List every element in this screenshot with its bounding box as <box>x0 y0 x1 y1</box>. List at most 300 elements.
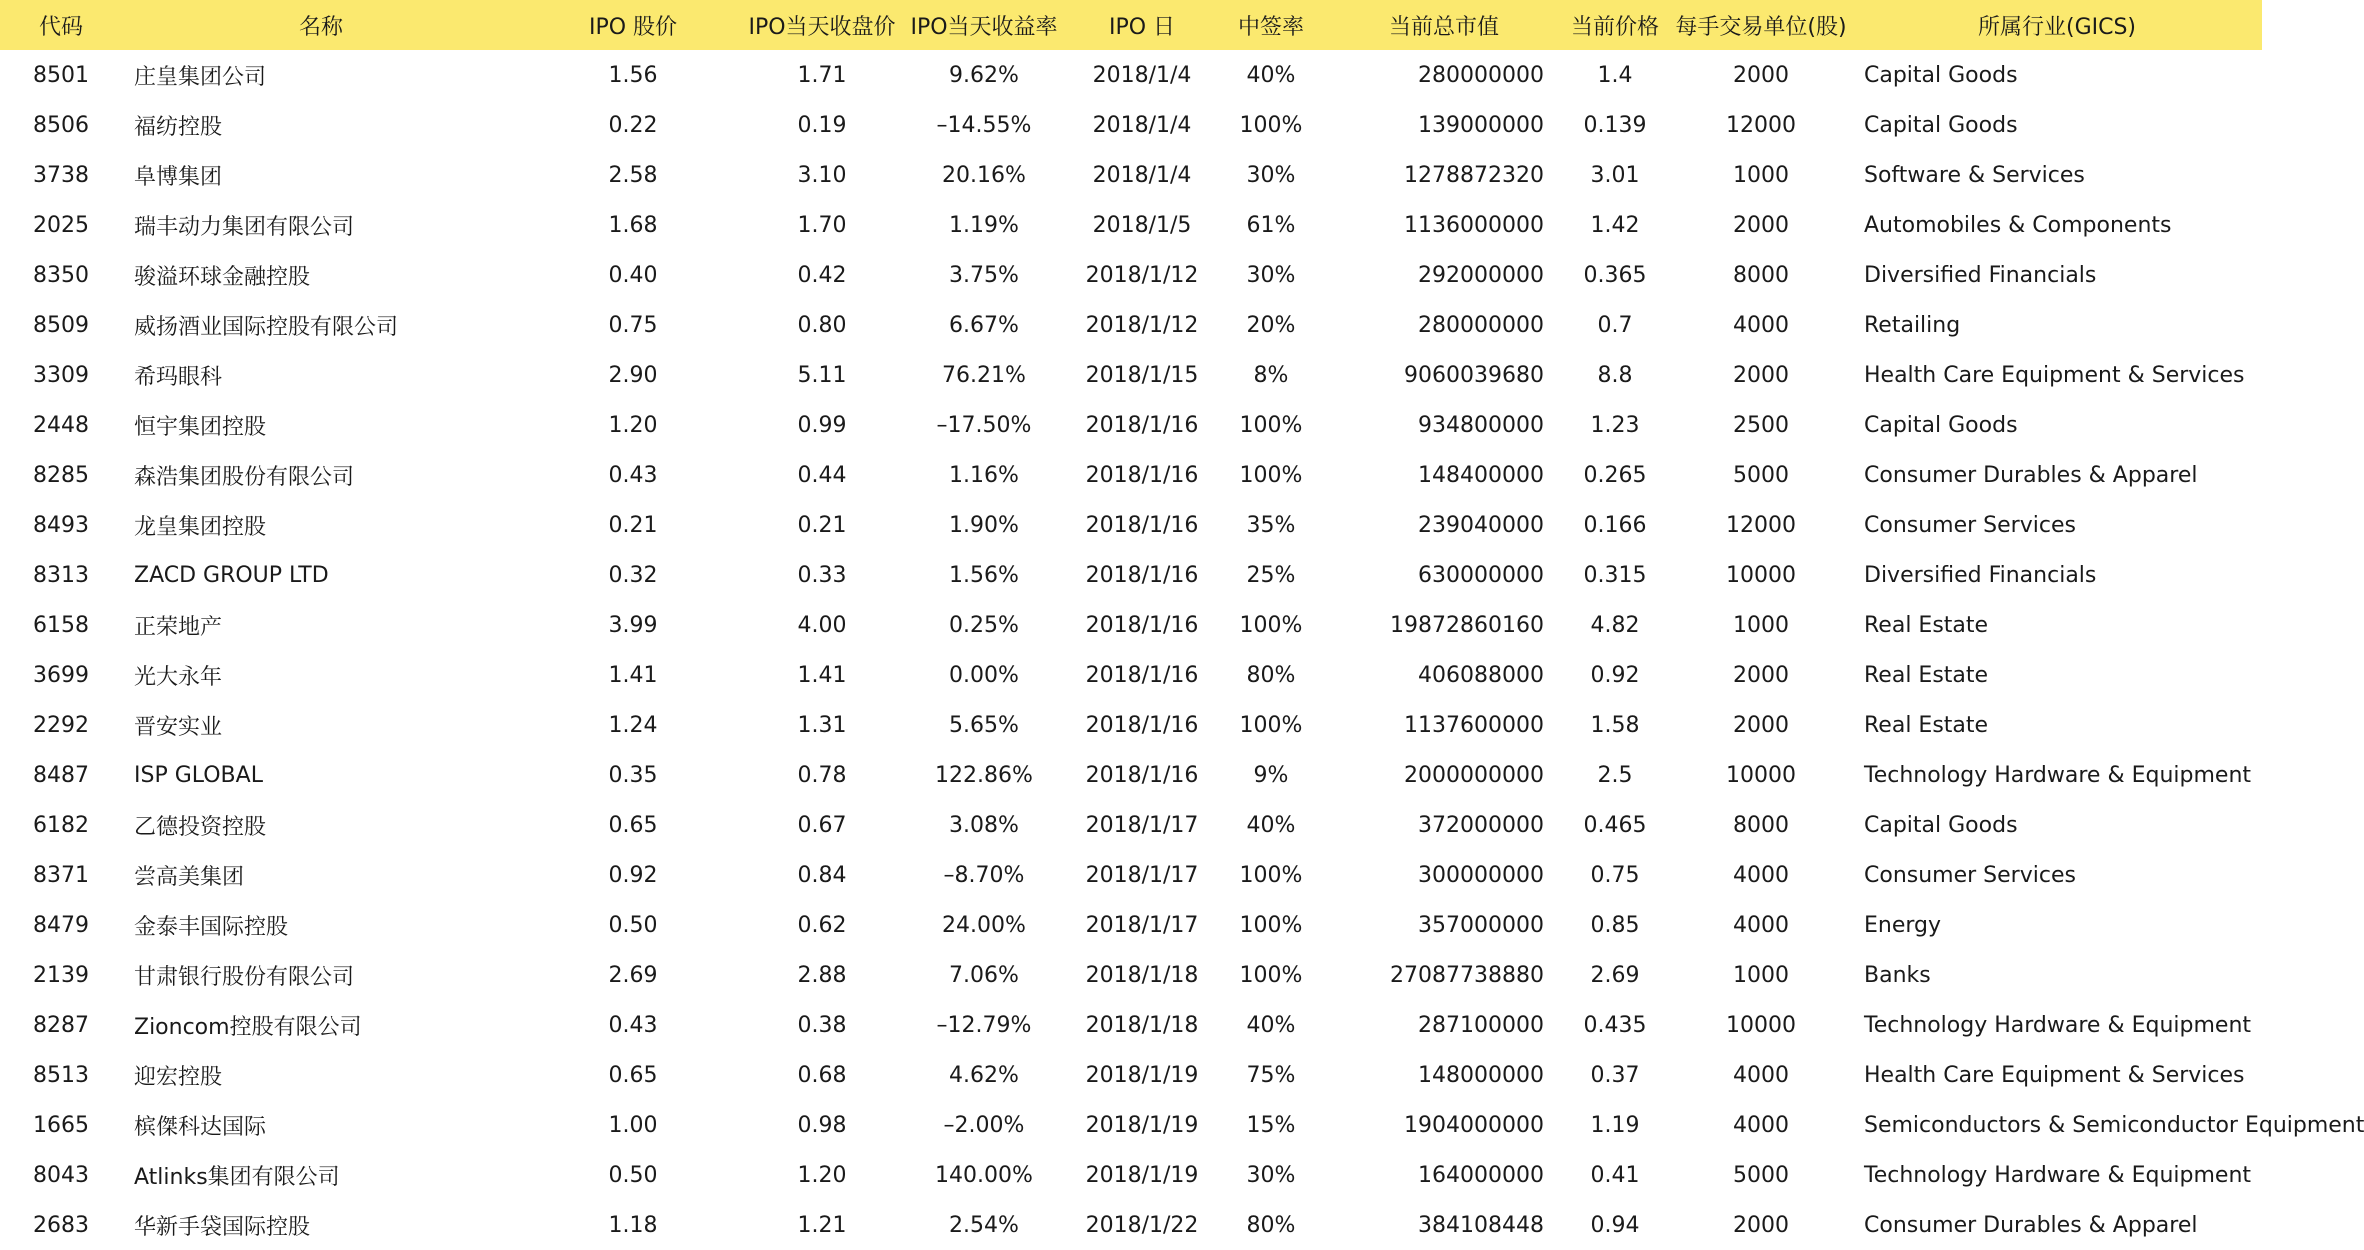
cell-ipo-date[interactable]: 2018/1/19 <box>1085 1062 1199 1088</box>
cell-code[interactable]: 8479 <box>33 912 89 938</box>
cell-code[interactable]: 8287 <box>33 1012 89 1038</box>
cell-allot-rate[interactable]: 61% <box>1246 212 1296 238</box>
cell-ipo-price[interactable]: 2.90 <box>608 362 658 388</box>
table-row[interactable] <box>0 550 2262 600</box>
cell-current-price[interactable]: 0.7 <box>1597 312 1633 338</box>
cell-lot-size[interactable]: 2000 <box>1733 62 1789 88</box>
cell-code[interactable]: 8313 <box>33 562 89 588</box>
cell-first-return[interactable]: 3.75% <box>949 262 1019 288</box>
cell-allot-rate[interactable]: 40% <box>1246 812 1296 838</box>
cell-name[interactable]: 威扬酒业国际控股有限公司 <box>134 314 399 340</box>
cell-allot-rate[interactable]: 75% <box>1246 1062 1296 1088</box>
cell-industry[interactable]: Consumer Services <box>1864 512 2076 538</box>
cell-ipo-date[interactable]: 2018/1/17 <box>1085 812 1199 838</box>
cell-lot-size[interactable]: 4000 <box>1733 1062 1789 1088</box>
table-row[interactable] <box>0 150 2262 200</box>
header-code[interactable]: 代码 <box>38 14 83 40</box>
cell-ipo-date[interactable]: 2018/1/18 <box>1085 962 1199 988</box>
cell-first-return[interactable]: –12.79% <box>936 1012 1032 1038</box>
table-row[interactable] <box>0 500 2262 550</box>
cell-allot-rate[interactable]: 80% <box>1246 662 1296 688</box>
cell-lot-size[interactable]: 2000 <box>1733 212 1789 238</box>
cell-market-cap[interactable]: 1136000000 <box>1404 212 1544 238</box>
cell-name[interactable]: 阜博集团 <box>134 164 223 190</box>
table-row[interactable] <box>0 900 2262 950</box>
cell-current-price[interactable]: 8.8 <box>1597 362 1633 388</box>
cell-first-return[interactable]: 4.62% <box>949 1062 1019 1088</box>
cell-first-return[interactable]: 6.67% <box>949 312 1019 338</box>
cell-current-price[interactable]: 0.75 <box>1590 862 1640 888</box>
cell-lot-size[interactable]: 5000 <box>1733 1162 1789 1188</box>
cell-lot-size[interactable]: 2000 <box>1733 1212 1789 1238</box>
cell-ipo-date[interactable]: 2018/1/16 <box>1085 462 1199 488</box>
cell-market-cap[interactable]: 372000000 <box>1418 812 1544 838</box>
cell-code[interactable]: 3309 <box>33 362 89 388</box>
cell-allot-rate[interactable]: 25% <box>1246 562 1296 588</box>
header-allot-rate[interactable]: 中签率 <box>1237 14 1304 40</box>
cell-ipo-price[interactable]: 1.00 <box>608 1112 658 1138</box>
cell-first-close[interactable]: 0.42 <box>797 262 847 288</box>
cell-ipo-price[interactable]: 0.40 <box>608 262 658 288</box>
cell-allot-rate[interactable]: 100% <box>1239 412 1303 438</box>
cell-ipo-date[interactable]: 2018/1/12 <box>1085 262 1199 288</box>
cell-first-return[interactable]: –8.70% <box>943 862 1025 888</box>
cell-first-close[interactable]: 3.10 <box>797 162 847 188</box>
cell-industry[interactable]: Technology Hardware & Equipment <box>1864 1162 2252 1188</box>
cell-allot-rate[interactable]: 100% <box>1239 112 1303 138</box>
cell-first-return[interactable]: 5.65% <box>949 712 1019 738</box>
cell-industry[interactable]: Semiconductors & Semiconductor Equipment <box>1864 1112 2364 1138</box>
cell-name[interactable]: 希玛眼科 <box>134 364 223 390</box>
cell-market-cap[interactable]: 300000000 <box>1418 862 1544 888</box>
cell-ipo-date[interactable]: 2018/1/17 <box>1085 862 1199 888</box>
cell-industry[interactable]: Diversified Financials <box>1864 262 2097 288</box>
cell-allot-rate[interactable]: 80% <box>1246 1212 1296 1238</box>
table-row[interactable] <box>0 50 2262 100</box>
cell-first-return[interactable]: 1.19% <box>949 212 1019 238</box>
cell-market-cap[interactable]: 934800000 <box>1418 412 1544 438</box>
cell-industry[interactable]: Real Estate <box>1864 712 1989 738</box>
table-row[interactable] <box>0 650 2262 700</box>
cell-ipo-price[interactable]: 3.99 <box>608 612 658 638</box>
cell-current-price[interactable]: 2.69 <box>1590 962 1640 988</box>
cell-ipo-price[interactable]: 0.43 <box>608 462 658 488</box>
cell-current-price[interactable]: 0.92 <box>1590 662 1640 688</box>
cell-code[interactable]: 8043 <box>33 1162 89 1188</box>
cell-industry[interactable]: Software & Services <box>1864 162 2085 188</box>
cell-allot-rate[interactable]: 40% <box>1246 62 1296 88</box>
cell-first-close[interactable]: 2.88 <box>797 962 847 988</box>
cell-industry[interactable]: Real Estate <box>1864 662 1989 688</box>
cell-allot-rate[interactable]: 8% <box>1253 362 1289 388</box>
cell-ipo-date[interactable]: 2018/1/5 <box>1092 212 1192 238</box>
cell-ipo-price[interactable]: 0.65 <box>608 1062 658 1088</box>
cell-industry[interactable]: Energy <box>1864 912 1942 938</box>
cell-current-price[interactable]: 0.139 <box>1583 112 1647 138</box>
cell-market-cap[interactable]: 280000000 <box>1418 62 1544 88</box>
cell-first-return[interactable]: 0.00% <box>949 662 1019 688</box>
table-row[interactable] <box>0 1200 2262 1250</box>
cell-ipo-price[interactable]: 2.58 <box>608 162 658 188</box>
cell-industry[interactable]: Consumer Durables & Apparel <box>1864 462 2198 488</box>
cell-current-price[interactable]: 0.37 <box>1590 1062 1640 1088</box>
header-ipo-date[interactable]: IPO 日 <box>1108 14 1176 40</box>
cell-name[interactable]: 森浩集团股份有限公司 <box>134 464 355 490</box>
cell-first-close[interactable]: 0.80 <box>797 312 847 338</box>
cell-allot-rate[interactable]: 30% <box>1246 262 1296 288</box>
cell-lot-size[interactable]: 12000 <box>1726 112 1796 138</box>
cell-code[interactable]: 2292 <box>33 712 89 738</box>
cell-first-return[interactable]: 76.21% <box>942 362 1026 388</box>
table-row[interactable] <box>0 1100 2262 1150</box>
cell-ipo-price[interactable]: 0.35 <box>608 762 658 788</box>
cell-first-return[interactable]: 24.00% <box>942 912 1026 938</box>
cell-industry[interactable]: Technology Hardware & Equipment <box>1864 762 2252 788</box>
cell-lot-size[interactable]: 2000 <box>1733 712 1789 738</box>
cell-current-price[interactable]: 4.82 <box>1590 612 1640 638</box>
cell-first-return[interactable]: –14.55% <box>936 112 1032 138</box>
cell-market-cap[interactable]: 164000000 <box>1418 1162 1544 1188</box>
cell-industry[interactable]: Consumer Services <box>1864 862 2076 888</box>
cell-first-close[interactable]: 0.98 <box>797 1112 847 1138</box>
cell-current-price[interactable]: 0.365 <box>1583 262 1647 288</box>
table-row[interactable] <box>0 750 2262 800</box>
cell-allot-rate[interactable]: 100% <box>1239 962 1303 988</box>
cell-ipo-price[interactable]: 1.24 <box>608 712 658 738</box>
cell-industry[interactable]: Technology Hardware & Equipment <box>1864 1012 2252 1038</box>
cell-market-cap[interactable]: 1278872320 <box>1404 162 1544 188</box>
cell-current-price[interactable]: 0.315 <box>1583 562 1647 588</box>
cell-market-cap[interactable]: 19872860160 <box>1390 612 1544 638</box>
cell-ipo-date[interactable]: 2018/1/16 <box>1085 412 1199 438</box>
table-row[interactable] <box>0 850 2262 900</box>
cell-name[interactable]: 光大永年 <box>134 664 223 690</box>
cell-current-price[interactable]: 1.58 <box>1590 712 1640 738</box>
cell-name[interactable]: 骏溢环球金融控股 <box>134 264 311 290</box>
table-body <box>0 50 2364 1250</box>
cell-ipo-date[interactable]: 2018/1/16 <box>1085 612 1199 638</box>
cell-current-price[interactable]: 1.23 <box>1590 412 1640 438</box>
cell-first-return[interactable]: 9.62% <box>949 62 1019 88</box>
cell-market-cap[interactable]: 630000000 <box>1418 562 1544 588</box>
cell-name[interactable]: Atlinks集团有限公司 <box>134 1164 340 1190</box>
cell-first-close[interactable]: 0.67 <box>797 812 847 838</box>
cell-ipo-price[interactable]: 2.69 <box>608 962 658 988</box>
cell-name[interactable]: 龙皇集团控股 <box>134 514 267 540</box>
cell-ipo-date[interactable]: 2018/1/19 <box>1085 1112 1199 1138</box>
cell-first-close[interactable]: 0.62 <box>797 912 847 938</box>
cell-name[interactable]: 正荣地产 <box>134 614 223 640</box>
cell-first-close[interactable]: 4.00 <box>797 612 847 638</box>
cell-code[interactable]: 8350 <box>33 262 89 288</box>
cell-lot-size[interactable]: 1000 <box>1733 962 1789 988</box>
table-row[interactable] <box>0 600 2262 650</box>
cell-name[interactable]: 尝高美集团 <box>134 864 245 890</box>
cell-lot-size[interactable]: 1000 <box>1733 162 1789 188</box>
cell-allot-rate[interactable]: 100% <box>1239 862 1303 888</box>
cell-lot-size[interactable]: 12000 <box>1726 512 1796 538</box>
table-row[interactable] <box>0 1000 2262 1050</box>
cell-code[interactable]: 8501 <box>33 62 89 88</box>
cell-first-return[interactable]: 7.06% <box>949 962 1019 988</box>
cell-lot-size[interactable]: 5000 <box>1733 462 1789 488</box>
cell-ipo-date[interactable]: 2018/1/4 <box>1092 62 1192 88</box>
cell-code[interactable]: 8371 <box>33 862 89 888</box>
table-row[interactable] <box>0 800 2262 850</box>
cell-market-cap[interactable]: 27087738880 <box>1390 962 1544 988</box>
cell-code[interactable]: 2139 <box>33 962 89 988</box>
table-row[interactable] <box>0 200 2262 250</box>
cell-name[interactable]: 迎宏控股 <box>134 1064 223 1090</box>
cell-code[interactable]: 3738 <box>33 162 89 188</box>
cell-ipo-price[interactable]: 1.68 <box>608 212 658 238</box>
table-row[interactable] <box>0 350 2262 400</box>
cell-first-return[interactable]: –2.00% <box>943 1112 1025 1138</box>
cell-code[interactable]: 8509 <box>33 312 89 338</box>
cell-ipo-price[interactable]: 0.22 <box>608 112 658 138</box>
cell-industry[interactable]: Automobiles & Components <box>1864 212 2172 238</box>
cell-ipo-price[interactable]: 0.92 <box>608 862 658 888</box>
cell-ipo-date[interactable]: 2018/1/16 <box>1085 512 1199 538</box>
cell-lot-size[interactable]: 10000 <box>1726 762 1796 788</box>
cell-industry[interactable]: Retailing <box>1864 312 1961 338</box>
table-row[interactable] <box>0 1050 2262 1100</box>
cell-name[interactable]: 甘肃银行股份有限公司 <box>134 964 355 990</box>
cell-ipo-price[interactable]: 0.50 <box>608 912 658 938</box>
cell-lot-size[interactable]: 8000 <box>1733 262 1789 288</box>
cell-first-close[interactable]: 0.78 <box>797 762 847 788</box>
cell-current-price[interactable]: 0.166 <box>1583 512 1647 538</box>
cell-ipo-date[interactable]: 2018/1/22 <box>1085 1212 1199 1238</box>
cell-first-return[interactable]: –17.50% <box>936 412 1032 438</box>
cell-ipo-date[interactable]: 2018/1/16 <box>1085 562 1199 588</box>
cell-market-cap[interactable]: 280000000 <box>1418 312 1544 338</box>
cell-current-price[interactable]: 0.85 <box>1590 912 1640 938</box>
cell-current-price[interactable]: 0.465 <box>1583 812 1647 838</box>
cell-ipo-price[interactable]: 0.21 <box>608 512 658 538</box>
cell-current-price[interactable]: 1.19 <box>1590 1112 1640 1138</box>
cell-first-close[interactable]: 1.41 <box>797 662 847 688</box>
cell-market-cap[interactable]: 239040000 <box>1418 512 1544 538</box>
cell-current-price[interactable]: 0.265 <box>1583 462 1647 488</box>
cell-lot-size[interactable]: 2500 <box>1733 412 1789 438</box>
cell-name[interactable]: 华新手袋国际控股 <box>134 1214 311 1240</box>
cell-name[interactable]: 恒宇集团控股 <box>134 414 267 440</box>
cell-ipo-price[interactable]: 0.75 <box>608 312 658 338</box>
cell-market-cap[interactable]: 139000000 <box>1418 112 1544 138</box>
cell-code[interactable]: 2683 <box>33 1212 89 1238</box>
cell-current-price[interactable]: 2.5 <box>1597 762 1633 788</box>
cell-allot-rate[interactable]: 35% <box>1246 512 1296 538</box>
cell-lot-size[interactable]: 2000 <box>1733 362 1789 388</box>
cell-first-close[interactable]: 1.21 <box>797 1212 847 1238</box>
cell-code[interactable]: 8493 <box>33 512 89 538</box>
cell-lot-size[interactable]: 2000 <box>1733 662 1789 688</box>
cell-market-cap[interactable]: 148400000 <box>1418 462 1544 488</box>
cell-allot-rate[interactable]: 30% <box>1246 1162 1296 1188</box>
cell-first-close[interactable]: 1.71 <box>797 62 847 88</box>
cell-code[interactable]: 1665 <box>33 1112 89 1138</box>
cell-name[interactable]: 庄皇集团公司 <box>134 64 267 90</box>
header-ipo-price[interactable]: IPO 股价 <box>588 14 678 40</box>
cell-industry[interactable]: Capital Goods <box>1864 62 2018 88</box>
cell-first-return[interactable]: 122.86% <box>935 762 1033 788</box>
table-row[interactable] <box>0 450 2262 500</box>
table-row[interactable] <box>0 1150 2262 1200</box>
cell-code[interactable]: 8285 <box>33 462 89 488</box>
cell-industry[interactable]: Diversified Financials <box>1864 562 2097 588</box>
cell-name[interactable]: 金泰丰国际控股 <box>134 914 289 940</box>
cell-name[interactable]: Zioncom控股有限公司 <box>134 1014 362 1040</box>
cell-industry[interactable]: Capital Goods <box>1864 812 2018 838</box>
cell-first-close[interactable]: 1.31 <box>797 712 847 738</box>
cell-allot-rate[interactable]: 100% <box>1239 612 1303 638</box>
table-row[interactable] <box>0 300 2262 350</box>
cell-industry[interactable]: Capital Goods <box>1864 112 2018 138</box>
cell-first-close[interactable]: 1.20 <box>797 1162 847 1188</box>
cell-lot-size[interactable]: 10000 <box>1726 1012 1796 1038</box>
cell-name[interactable]: ISP GLOBAL <box>134 762 263 788</box>
header-industry[interactable]: 所属行业(GICS) <box>1977 14 2137 40</box>
cell-allot-rate[interactable]: 20% <box>1246 312 1296 338</box>
header-first-close[interactable]: IPO当天收盘价 <box>748 14 896 40</box>
cell-name[interactable]: 槟傑科达国际 <box>134 1114 267 1140</box>
table-row[interactable] <box>0 100 2262 150</box>
cell-name[interactable]: 福纺控股 <box>134 114 223 140</box>
cell-allot-rate[interactable]: 9% <box>1253 762 1289 788</box>
cell-industry[interactable]: Health Care Equipment & Services <box>1864 362 2245 388</box>
header-lot-size[interactable]: 每手交易单位(股) <box>1675 14 1847 40</box>
cell-first-return[interactable]: 1.90% <box>949 512 1019 538</box>
cell-first-return[interactable]: 2.54% <box>949 1212 1019 1238</box>
cell-lot-size[interactable]: 4000 <box>1733 1112 1789 1138</box>
header-market-cap[interactable]: 当前总市值 <box>1388 14 1499 40</box>
cell-lot-size[interactable]: 1000 <box>1733 612 1789 638</box>
cell-ipo-date[interactable]: 2018/1/19 <box>1085 1162 1199 1188</box>
cell-first-return[interactable]: 1.16% <box>949 462 1019 488</box>
header-current-price[interactable]: 当前价格 <box>1570 14 1659 40</box>
cell-lot-size[interactable]: 4000 <box>1733 862 1789 888</box>
cell-first-close[interactable]: 1.70 <box>797 212 847 238</box>
cell-current-price[interactable]: 0.94 <box>1590 1212 1640 1238</box>
cell-industry[interactable]: Capital Goods <box>1864 412 2018 438</box>
table-row[interactable] <box>0 400 2262 450</box>
cell-ipo-date[interactable]: 2018/1/4 <box>1092 112 1192 138</box>
cell-lot-size[interactable]: 8000 <box>1733 812 1789 838</box>
cell-first-close[interactable]: 5.11 <box>797 362 847 388</box>
cell-ipo-date[interactable]: 2018/1/16 <box>1085 712 1199 738</box>
cell-market-cap[interactable]: 406088000 <box>1418 662 1544 688</box>
cell-market-cap[interactable]: 384108448 <box>1418 1212 1544 1238</box>
cell-market-cap[interactable]: 2000000000 <box>1404 762 1544 788</box>
cell-current-price[interactable]: 1.42 <box>1590 212 1640 238</box>
cell-industry[interactable]: Banks <box>1864 962 1931 988</box>
cell-ipo-price[interactable]: 0.65 <box>608 812 658 838</box>
cell-first-close[interactable]: 0.38 <box>797 1012 847 1038</box>
cell-lot-size[interactable]: 4000 <box>1733 912 1789 938</box>
cell-first-return[interactable]: 140.00% <box>935 1162 1033 1188</box>
cell-code[interactable]: 2025 <box>33 212 89 238</box>
table-row[interactable] <box>0 950 2262 1000</box>
cell-ipo-price[interactable]: 1.56 <box>608 62 658 88</box>
cell-lot-size[interactable]: 10000 <box>1726 562 1796 588</box>
cell-industry[interactable]: Real Estate <box>1864 612 1989 638</box>
table-row[interactable] <box>0 250 2262 300</box>
cell-market-cap[interactable]: 9060039680 <box>1404 362 1544 388</box>
cell-ipo-date[interactable]: 2018/1/12 <box>1085 312 1199 338</box>
cell-allot-rate[interactable]: 30% <box>1246 162 1296 188</box>
cell-ipo-price[interactable]: 1.20 <box>608 412 658 438</box>
cell-code[interactable]: 6182 <box>33 812 89 838</box>
cell-code[interactable]: 2448 <box>33 412 89 438</box>
cell-first-return[interactable]: 1.56% <box>949 562 1019 588</box>
cell-code[interactable]: 8513 <box>33 1062 89 1088</box>
cell-name[interactable]: 瑞丰动力集团有限公司 <box>134 214 355 240</box>
cell-first-return[interactable]: 3.08% <box>949 812 1019 838</box>
cell-ipo-date[interactable]: 2018/1/16 <box>1085 662 1199 688</box>
cell-current-price[interactable]: 0.435 <box>1583 1012 1647 1038</box>
cell-code[interactable]: 6158 <box>33 612 89 638</box>
cell-first-close[interactable]: 0.44 <box>797 462 847 488</box>
cell-market-cap[interactable]: 1904000000 <box>1404 1112 1544 1138</box>
cell-first-close[interactable]: 0.19 <box>797 112 847 138</box>
cell-ipo-price[interactable]: 0.50 <box>608 1162 658 1188</box>
cell-ipo-date[interactable]: 2018/1/4 <box>1092 162 1192 188</box>
cell-first-return[interactable]: 0.25% <box>949 612 1019 638</box>
header-first-return[interactable]: IPO当天收益率 <box>910 14 1058 40</box>
cell-allot-rate[interactable]: 100% <box>1239 912 1303 938</box>
header-name[interactable]: 名称 <box>298 14 343 40</box>
cell-ipo-date[interactable]: 2018/1/18 <box>1085 1012 1199 1038</box>
cell-ipo-price[interactable]: 0.43 <box>608 1012 658 1038</box>
cell-lot-size[interactable]: 4000 <box>1733 312 1789 338</box>
cell-current-price[interactable]: 1.4 <box>1597 62 1633 88</box>
cell-industry[interactable]: Health Care Equipment & Services <box>1864 1062 2245 1088</box>
cell-ipo-date[interactable]: 2018/1/15 <box>1085 362 1199 388</box>
cell-ipo-price[interactable]: 1.18 <box>608 1212 658 1238</box>
cell-first-close[interactable]: 0.21 <box>797 512 847 538</box>
cell-allot-rate[interactable]: 15% <box>1246 1112 1296 1138</box>
cell-first-close[interactable]: 0.84 <box>797 862 847 888</box>
cell-ipo-price[interactable]: 1.41 <box>608 662 658 688</box>
cell-first-return[interactable]: 20.16% <box>942 162 1026 188</box>
cell-market-cap[interactable]: 292000000 <box>1418 262 1544 288</box>
cell-market-cap[interactable]: 357000000 <box>1418 912 1544 938</box>
cell-ipo-date[interactable]: 2018/1/17 <box>1085 912 1199 938</box>
cell-current-price[interactable]: 3.01 <box>1590 162 1640 188</box>
cell-market-cap[interactable]: 287100000 <box>1418 1012 1544 1038</box>
cell-allot-rate[interactable]: 100% <box>1239 712 1303 738</box>
cell-ipo-price[interactable]: 0.32 <box>608 562 658 588</box>
table-row[interactable] <box>0 700 2262 750</box>
cell-code[interactable]: 8506 <box>33 112 89 138</box>
cell-first-close[interactable]: 0.33 <box>797 562 847 588</box>
cell-market-cap[interactable]: 1137600000 <box>1404 712 1544 738</box>
cell-name[interactable]: 乙德投资控股 <box>134 814 267 840</box>
cell-allot-rate[interactable]: 100% <box>1239 462 1303 488</box>
cell-code[interactable]: 8487 <box>33 762 89 788</box>
cell-first-close[interactable]: 0.99 <box>797 412 847 438</box>
cell-market-cap[interactable]: 148000000 <box>1418 1062 1544 1088</box>
cell-ipo-date[interactable]: 2018/1/16 <box>1085 762 1199 788</box>
cell-name[interactable]: 晋安实业 <box>134 714 223 740</box>
cell-industry[interactable]: Consumer Durables & Apparel <box>1864 1212 2198 1238</box>
cell-current-price[interactable]: 0.41 <box>1590 1162 1640 1188</box>
cell-allot-rate[interactable]: 40% <box>1246 1012 1296 1038</box>
cell-name[interactable]: ZACD GROUP LTD <box>134 562 329 588</box>
cell-code[interactable]: 3699 <box>33 662 89 688</box>
cell-first-close[interactable]: 0.68 <box>797 1062 847 1088</box>
